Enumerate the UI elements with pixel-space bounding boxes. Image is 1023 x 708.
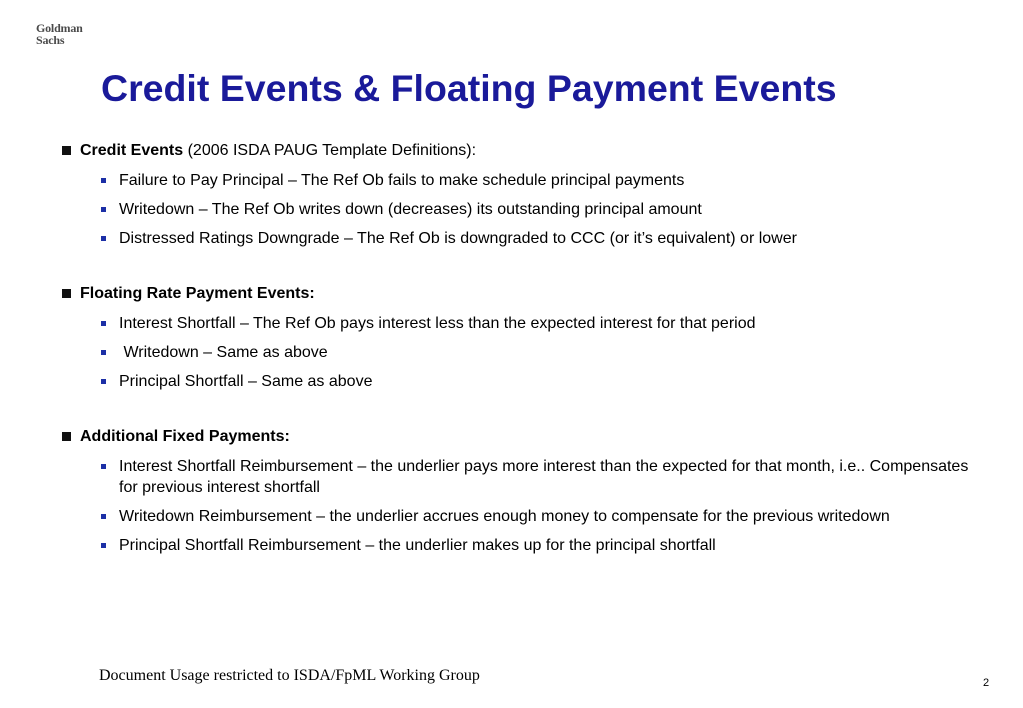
list-item-text: Interest Shortfall – The Ref Ob pays interest less than the expected interest for that period [119,315,756,332]
small-square-bullet-icon [101,207,106,212]
square-bullet-icon [62,146,71,155]
list-item-text: Writedown – Same as above [119,344,328,361]
logo-line-2: Sachs [36,33,65,47]
heading-bold-text: Credit Events [80,142,184,159]
small-square-bullet-icon [101,321,106,326]
list-item-text: Writedown Reimbursement – the underlier accrues enough money to compensate for the previous writedown [119,508,890,525]
page-title: Credit Events & Floating Payment Events [101,67,837,109]
square-bullet-icon [62,289,71,298]
heading-bold-text: Floating Rate Payment Events: [80,285,315,302]
list-item-text: Principal Shortfall – Same as above [119,373,373,390]
section-heading [62,427,982,447]
list-item-text: Distressed Ratings Downgrade – The Ref Ob is downgraded to CCC (or it’s equivalent) or lower [119,230,797,247]
list-item [62,371,982,392]
list-item-text: Writedown – The Ref Ob writes down (decreases) its outstanding principal amount [119,201,702,218]
small-square-bullet-icon [101,178,106,183]
list-item-text: Interest Shortfall Reimbursement – the underlier pays more interest than the expected for that month, i.e.. Compensates for previous interest shortfall [119,458,969,496]
small-square-bullet-icon [101,464,106,469]
section-additional-fixed-payments [62,427,982,556]
page-number: 2 [983,677,990,689]
small-square-bullet-icon [101,514,106,519]
list-item-text: Failure to Pay Principal – The Ref Ob fails to make schedule principal payments [119,172,685,189]
heading-rest-text: (2006 ISDA PAUG Template Definitions): [183,142,477,159]
list-item [62,456,982,498]
list-item-text: Principal Shortfall Reimbursement – the underlier makes up for the principal shortfall [119,537,716,554]
goldman-sachs-logo [36,22,83,46]
heading-bold-text: Additional Fixed Payments: [80,428,290,445]
section-heading [62,284,982,304]
list-item [62,506,982,527]
small-square-bullet-icon [101,350,106,355]
list-item [62,170,982,191]
section-floating-rate-payment-events [62,284,982,392]
list-item [62,199,982,220]
list-item [62,313,982,334]
list-item [62,342,982,363]
logo-line-1: Goldman [36,21,83,35]
list-item [62,535,982,556]
section-heading [62,141,982,161]
small-square-bullet-icon [101,236,106,241]
section-credit-events [62,141,982,249]
small-square-bullet-icon [101,379,106,384]
square-bullet-icon [62,432,71,441]
footer-text: Document Usage restricted to ISDA/FpML Working Group [99,667,480,684]
small-square-bullet-icon [101,543,106,548]
list-item [62,228,982,249]
